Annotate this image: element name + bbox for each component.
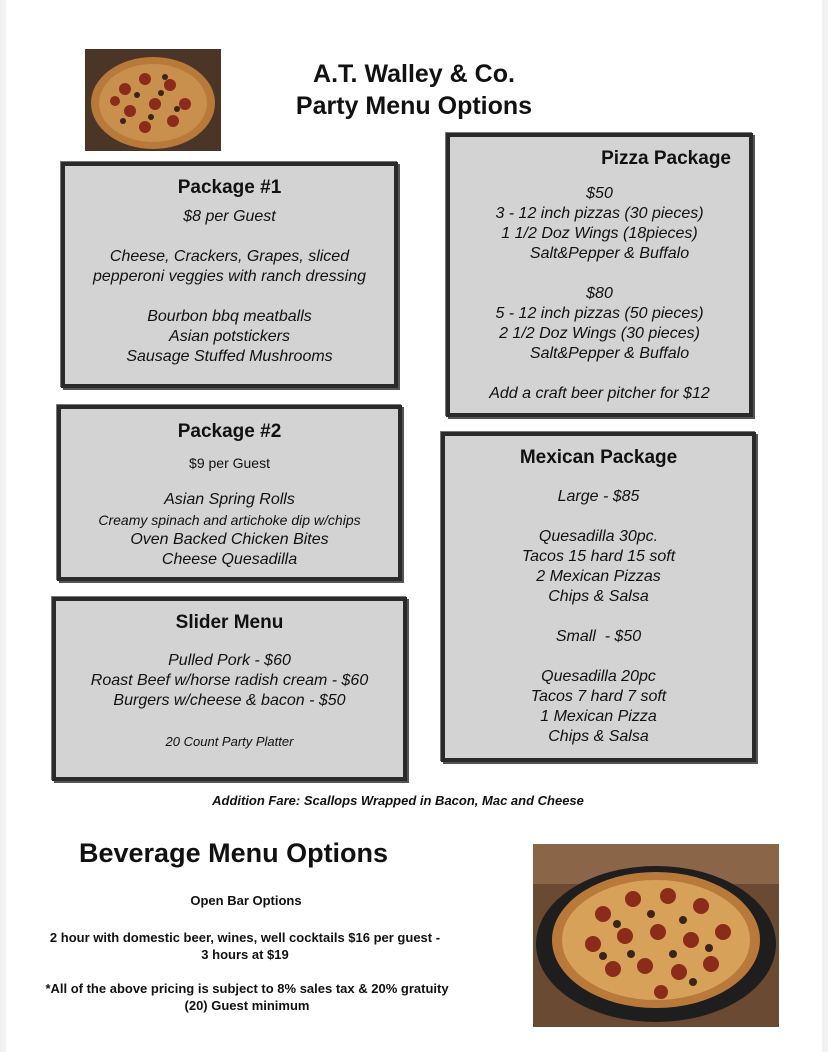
- package-1-title: Package #1: [177, 177, 282, 198]
- package-1-item: Sausage Stuffed Mushrooms: [126, 348, 333, 365]
- mexican-item: Tacos 15 hard 15 soft: [521, 548, 676, 565]
- mexican-item: Large - $85: [557, 488, 640, 505]
- pricing-note-line: (20) Guest minimum: [184, 998, 310, 1013]
- pizza-item: 2 1/2 Doz Wings (30 pieces): [499, 325, 700, 342]
- open-bar-pricing-line: 3 hours at $19: [201, 947, 289, 962]
- pizza-spacer: [450, 364, 749, 384]
- package-1-item: Bourbon bbq meatballs: [147, 308, 312, 325]
- slider-note: 20 Count Party Platter: [165, 734, 294, 749]
- package-2-box: [57, 405, 402, 581]
- slider-menu-box: [52, 597, 407, 781]
- mexican-spacer: [445, 507, 752, 527]
- slider-item: Burgers w/cheese & bacon - $50: [113, 692, 346, 709]
- package-2-item: Asian Spring Rolls: [164, 491, 295, 508]
- beverage-title: Beverage Menu Options: [79, 838, 389, 868]
- pizza-item: 5 - 12 inch pizzas (50 pieces): [495, 305, 704, 322]
- package-1-item: pepperoni veggies with ranch dressing: [92, 268, 367, 285]
- pizza-item: $50: [586, 185, 613, 202]
- mexican-item: 2 Mexican Pizzas: [536, 568, 661, 585]
- pizza-icon: [533, 844, 779, 1027]
- page-title: Party Menu Options: [295, 92, 533, 120]
- pizza-item: $80: [586, 285, 613, 302]
- mexican-item: Chips & Salsa: [548, 728, 649, 745]
- package-2-item: Oven Backed Chicken Bites: [130, 531, 329, 548]
- pricing-note-line: *All of the above pricing is subject to 8% sales tax & 20% gratuity: [45, 981, 449, 996]
- mexican-package-title: Mexican Package: [519, 447, 678, 468]
- package-2-item: Cheese Quesadilla: [161, 551, 298, 568]
- slider-item: Roast Beef w/horse radish cream - $60: [90, 672, 369, 689]
- mexican-spacer: [445, 607, 752, 627]
- slider-menu-title: Slider Menu: [175, 612, 284, 633]
- pizza-spacer: [450, 264, 749, 284]
- company-name: A.T. Walley & Co.: [313, 60, 515, 88]
- pizza-photo-bottom: [533, 844, 779, 1027]
- mexican-item: Tacos 7 hard 7 soft: [530, 688, 667, 705]
- package-2-title: Package #2: [177, 421, 282, 442]
- mexican-item: Quesadilla 30pc.: [538, 528, 659, 545]
- mexican-item: 1 Mexican Pizza: [540, 708, 657, 725]
- mexican-package-box: [441, 432, 756, 762]
- mexican-item: Quesadilla 20pc: [541, 668, 656, 685]
- open-bar-pricing-line: 2 hour with domestic beer, wines, well cocktails $16 per guest -: [49, 930, 441, 945]
- package-2-price: $9 per Guest: [189, 455, 270, 471]
- package-1-box: [61, 162, 398, 388]
- open-bar-pricing: [10, 929, 480, 963]
- package-1-item: Cheese, Crackers, Grapes, sliced: [109, 248, 350, 265]
- mexican-item: Chips & Salsa: [548, 588, 649, 605]
- pizza-item: 1 1/2 Doz Wings (18pieces): [501, 225, 698, 242]
- package-1-price: $8 per Guest: [183, 208, 276, 225]
- pizza-item: Add a craft beer pitcher for $12: [489, 385, 710, 402]
- mexican-item: Small - $50: [555, 628, 642, 645]
- pizza-item: 3 - 12 inch pizzas (30 pieces): [495, 205, 704, 222]
- addition-fare: Addition Fare: Scallops Wrapped in Bacon, Mac and Cheese: [212, 793, 584, 808]
- slider-item: Pulled Pork - $60: [168, 652, 291, 669]
- mexican-spacer: [445, 647, 752, 667]
- package-1-spacer: [65, 287, 394, 307]
- pizza-item: Salt&Pepper & Buffalo: [529, 245, 690, 262]
- pricing-note: [10, 980, 484, 1014]
- pizza-package-box: [446, 133, 753, 417]
- pizza-item: Salt&Pepper & Buffalo: [529, 345, 690, 362]
- package-2-item: Creamy spinach and artichoke dip w/chips: [98, 512, 361, 528]
- package-1-item: Asian potstickers: [169, 328, 290, 345]
- open-bar-heading: Open Bar Options: [190, 893, 302, 908]
- pizza-package-title: Pizza Package: [601, 148, 731, 169]
